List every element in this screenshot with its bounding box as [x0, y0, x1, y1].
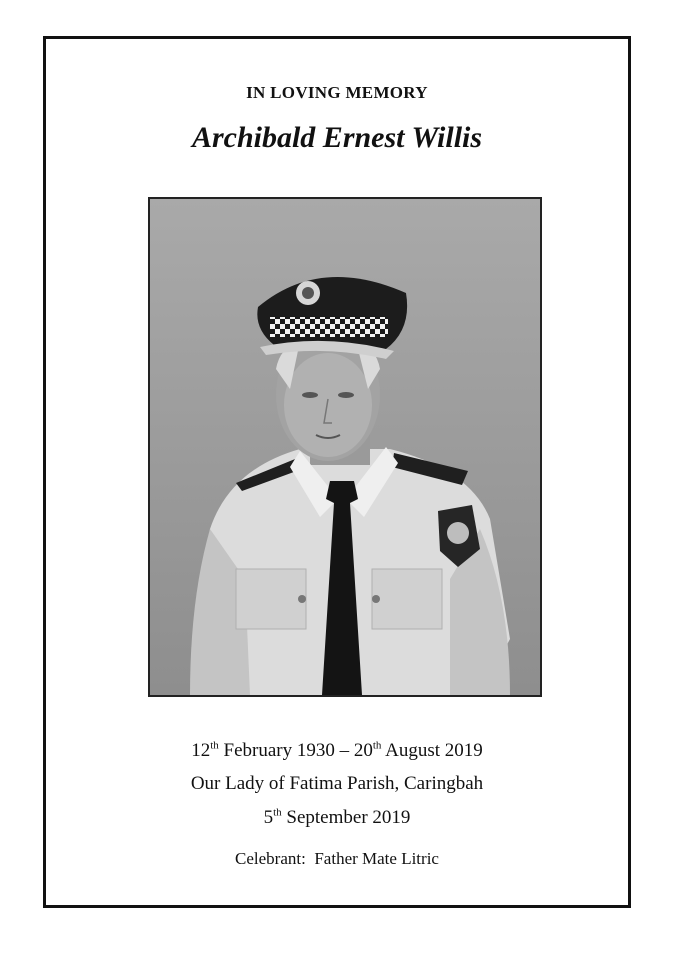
- death-day-suffix: th: [372, 739, 382, 752]
- portrait-illustration: [150, 199, 540, 695]
- birth-date-rest: February 1930 –: [218, 740, 354, 761]
- celebrant-name: Father Mate Litric: [314, 849, 439, 868]
- birth-day-suffix: th: [210, 739, 219, 752]
- memorial-card-frame: [43, 36, 631, 908]
- celebrant-line: [46, 849, 628, 869]
- death-day: 20: [353, 740, 373, 761]
- life-dates: [46, 740, 628, 762]
- service-day-suffix: th: [273, 806, 282, 819]
- service-date-rest: September 2019: [281, 807, 411, 828]
- birth-day: 12: [191, 740, 211, 761]
- memorial-heading: IN LOVING MEMORY: [246, 83, 428, 102]
- deceased-name: Archibald Ernest Willis: [191, 121, 483, 154]
- portrait-photo: [148, 197, 542, 697]
- service-date: [46, 807, 628, 829]
- service-day: 5: [263, 807, 274, 828]
- death-date-rest: August 2019: [381, 740, 483, 761]
- parish-name: Our Lady of Fatima Parish, Caringbah: [190, 773, 484, 794]
- celebrant-label: Celebrant:: [235, 849, 306, 868]
